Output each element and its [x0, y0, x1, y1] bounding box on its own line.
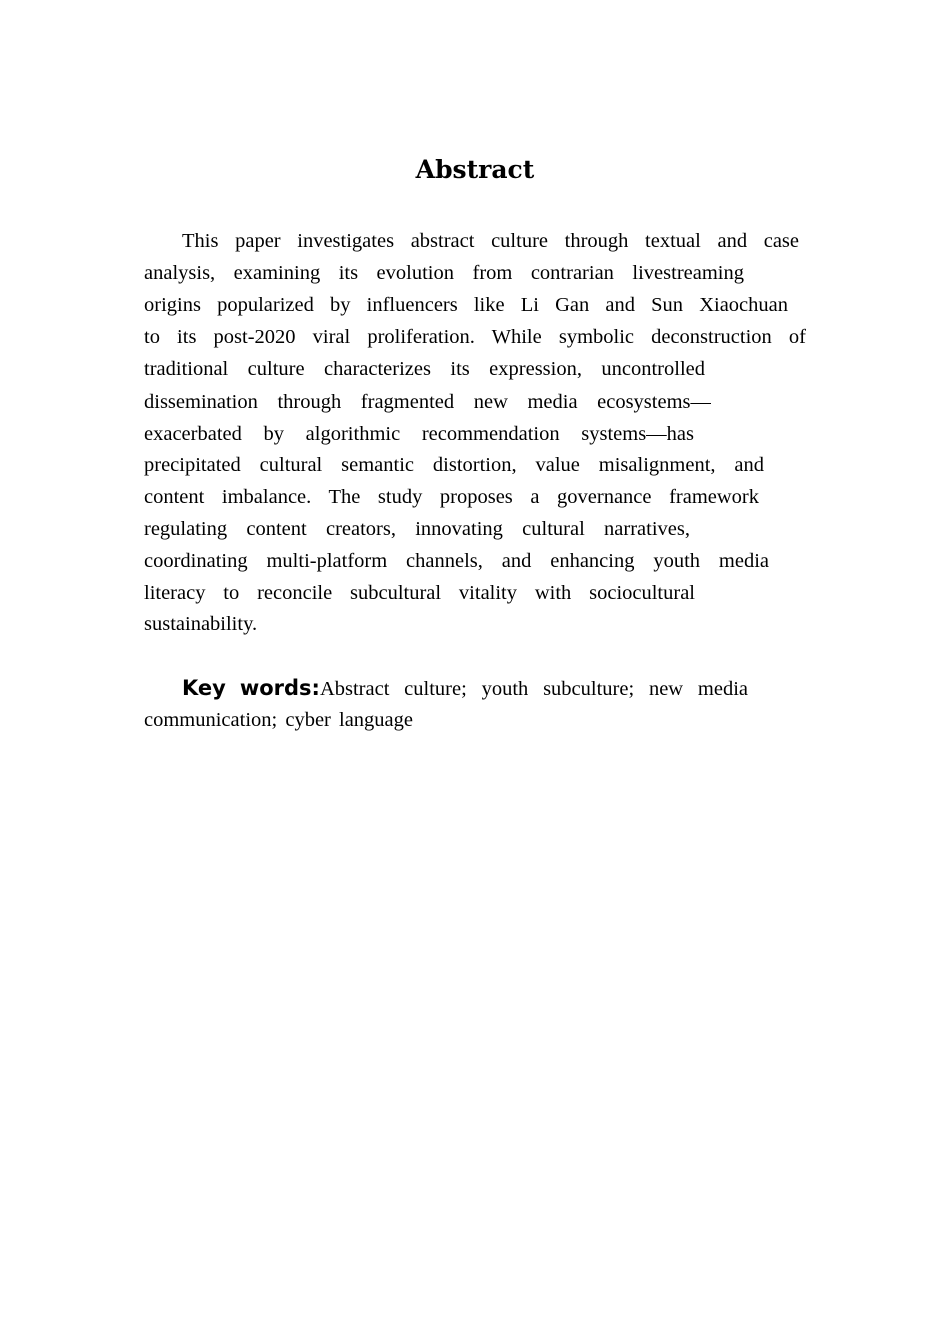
- abstract-line: content imbalance. The study proposes a governance framework: [144, 486, 759, 508]
- abstract-line: origins popularized by influencers like Li Gan and Sun Xiaochuan: [144, 294, 788, 316]
- abstract-line: exacerbated by algorithmic recommendation systems—has: [144, 423, 694, 445]
- abstract-title: Abstract: [415, 155, 535, 184]
- abstract-line: to its post-2020 viral proliferation. While symbolic deconstruction of: [144, 326, 806, 348]
- abstract-line: regulating content creators, innovating cultural narratives,: [144, 518, 690, 540]
- keywords-text: Abstract culture; youth subculture; new media: [319, 678, 748, 700]
- keywords-line-continued: communication; cyber language: [144, 709, 413, 731]
- abstract-line: This paper investigates abstract culture through textual and case: [182, 230, 799, 252]
- abstract-line: traditional culture characterizes its expression, uncontrolled: [144, 358, 705, 380]
- abstract-line: sustainability.: [144, 613, 258, 635]
- abstract-line: coordinating multi-platform channels, and enhancing youth media: [144, 550, 769, 572]
- keywords-line: [182, 673, 748, 703]
- abstract-line: literacy to reconcile subcultural vitality with sociocultural: [144, 582, 695, 604]
- abstract-line: precipitated cultural semantic distortion, value misalignment, and: [144, 454, 764, 476]
- keywords-label: Key words:: [182, 676, 320, 700]
- abstract-line: dissemination through fragmented new media ecosystems—: [144, 391, 711, 413]
- abstract-line: analysis, examining its evolution from contrarian livestreaming: [144, 262, 744, 284]
